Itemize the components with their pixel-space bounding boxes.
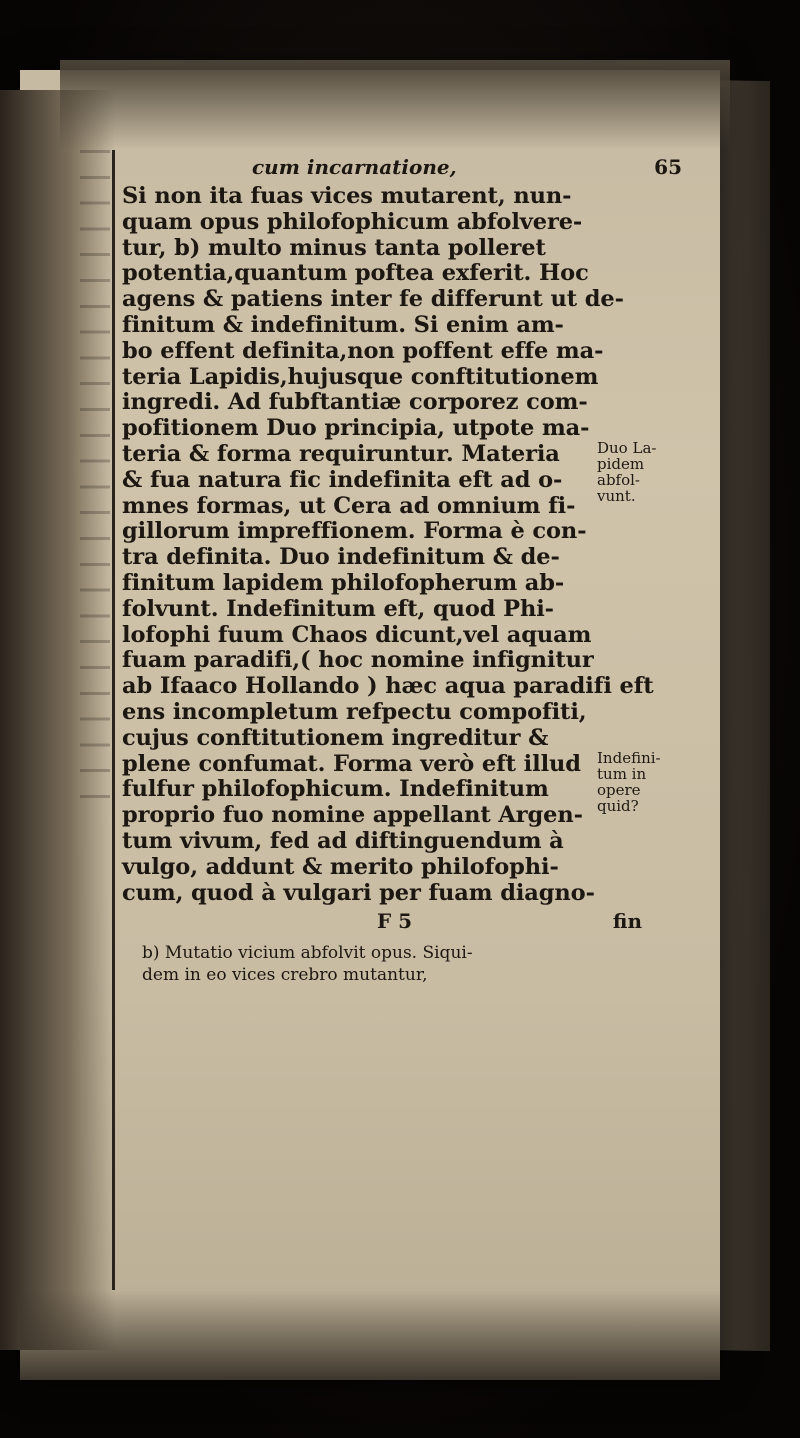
running-header xyxy=(122,150,702,184)
footnote xyxy=(122,942,702,986)
text-line: plene confumat. Forma verò eft illud xyxy=(122,750,581,777)
text-line: proprio fuo nomine appellant Argen- xyxy=(122,802,583,829)
text-line: & fua natura fic indefinita eft ad o- xyxy=(122,466,563,493)
catchline xyxy=(122,906,702,936)
text-line: tra definita. Duo indefinitum & de- xyxy=(122,544,560,571)
vertical-rule xyxy=(112,150,115,1290)
facing-page-text-bleed xyxy=(80,150,110,820)
text-line: fulfur philofophicum. Indefinitum xyxy=(122,776,549,803)
catchword: fin xyxy=(612,909,642,934)
text-line: folvunt. Indefinitum eft, quod Phi- xyxy=(122,595,554,622)
margin-note-line: pidem xyxy=(597,455,645,473)
margin-note-line: opere xyxy=(597,781,641,799)
text-line: mnes formas, ut Cera ad omnium fi- xyxy=(122,492,576,519)
text-line: lofophi fuum Chaos dicunt,vel aquam xyxy=(122,621,592,648)
margin-note-line: Duo La- xyxy=(597,439,657,457)
margin-note-line: Indefini- xyxy=(597,749,661,767)
text-line: ens incompletum refpectu compofiti, xyxy=(122,698,587,725)
page-text xyxy=(122,150,702,986)
text-line: gillorum impreffionem. Forma è con- xyxy=(122,518,587,545)
text-line: cujus conftitutionem ingreditur & xyxy=(122,724,549,751)
page-bottom-shadow xyxy=(20,1290,720,1380)
text-line: quam opus philofophicum abfolvere- xyxy=(122,208,583,235)
text-line: ingredi. Ad fubftantiæ corporez com- xyxy=(122,389,588,416)
footnote-line: dem in eo vices crebro mutantur, xyxy=(142,965,428,986)
text-line: potentia,quantum poftea exferit. Hoc xyxy=(122,260,589,287)
text-line: cum, quod à vulgari per fuam diagno- xyxy=(122,879,595,906)
page-top-shadow xyxy=(60,60,730,150)
signature-mark: F 5 xyxy=(377,909,413,934)
page-number: 65 xyxy=(654,155,682,179)
text-line: agens & patiens inter fe differunt ut de- xyxy=(122,286,624,313)
margin-note-indefinitum xyxy=(597,750,661,814)
footnote-line: b) Mutatio vicium abfolvit opus. Siqui- xyxy=(142,943,473,964)
margin-note-duo-lapidem xyxy=(597,440,656,504)
text-line: bo effent definita,non poffent effe ma- xyxy=(122,337,604,364)
margin-note-line: quid? xyxy=(597,797,639,815)
text-line: finitum & indefinitum. Si enim am- xyxy=(122,311,564,338)
margin-note-line: tum in xyxy=(597,765,647,783)
text-line: Si non ita fuas vices mutarent, nun- xyxy=(122,183,572,209)
text-line: tum vivum, fed ad diftinguendum à xyxy=(122,827,564,854)
text-line: vulgo, addunt & merito philofophi- xyxy=(122,853,559,880)
text-line: pofitionem Duo principia, utpote ma- xyxy=(122,415,590,442)
text-line: finitum lapidem philofopherum ab- xyxy=(122,569,565,596)
text-line: fuam paradifi,( hoc nomine infignitur xyxy=(122,647,594,674)
text-line: teria Lapidis,hujusque conftitutionem xyxy=(122,363,599,390)
text-line: tur, b) multo minus tanta polleret xyxy=(122,234,546,261)
text-line: ab Ifaaco Hollando ) hæc aqua paradifi eft xyxy=(122,673,654,700)
text-line: teria & forma requiruntur. Materia xyxy=(122,440,560,467)
running-title: cum incarnatione, xyxy=(252,155,457,179)
margin-note-line: abfol- xyxy=(597,471,640,489)
margin-note-line: vunt. xyxy=(597,487,636,505)
